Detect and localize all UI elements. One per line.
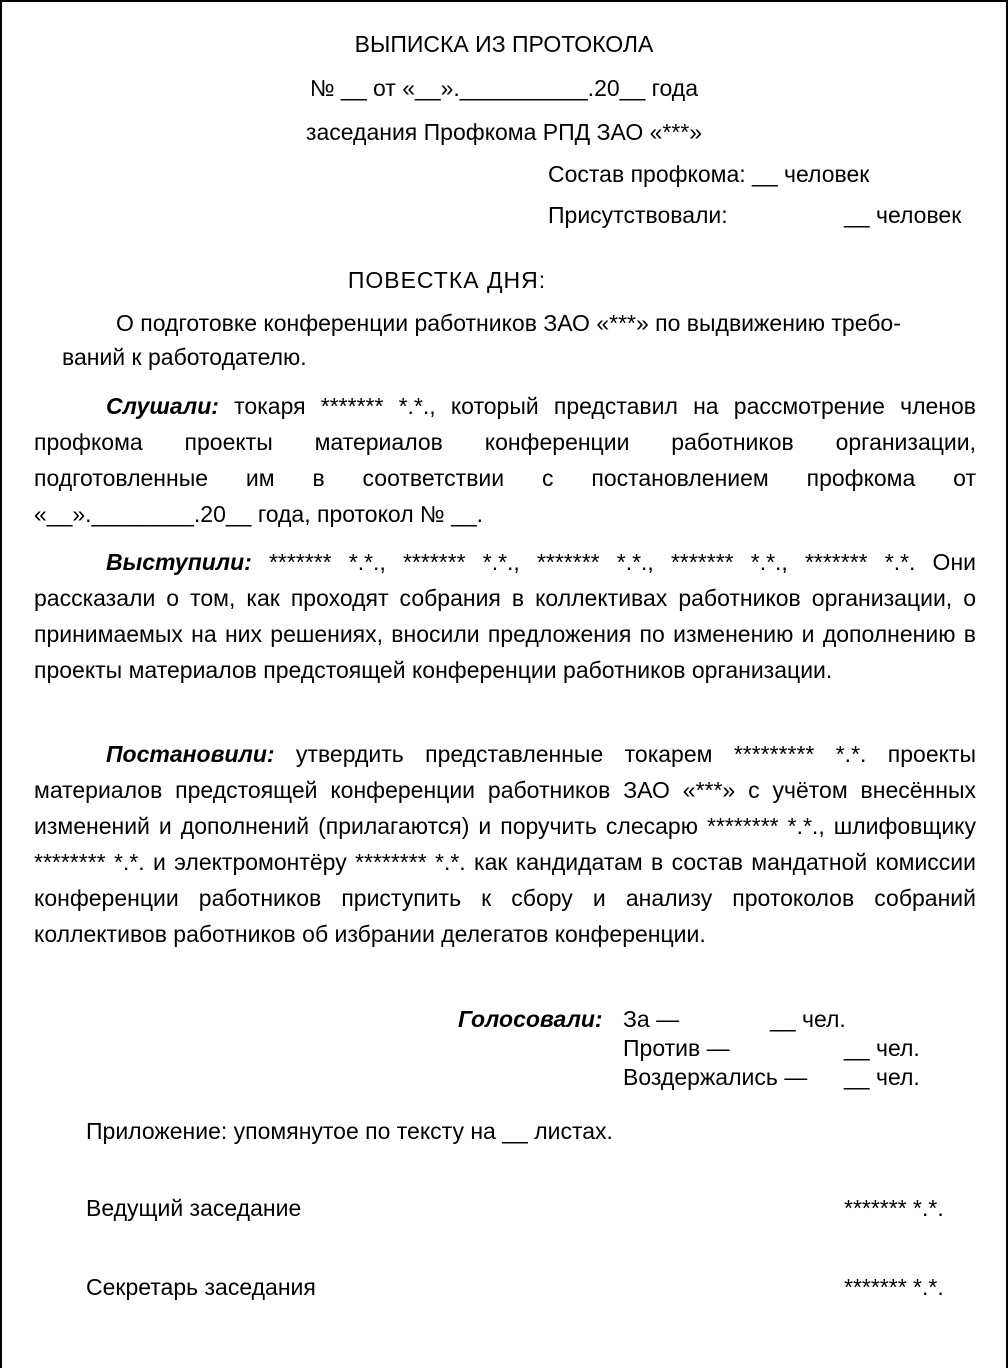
present-value: __ человек — [844, 202, 962, 228]
chair-label: Ведущий заседание — [86, 1195, 302, 1221]
protocol-number-line: № __ от «__».__________.20__ года — [309, 75, 699, 101]
heard-label: Слушали: — [106, 393, 219, 419]
agenda-heading: ПОВЕСТКА ДНЯ: — [347, 267, 547, 293]
secretary-name: ******* *.*. — [844, 1274, 944, 1300]
heard-text: токаря ******* *.*., который представил на рассмотрение членов профкома проекты материалов конференции работников организации, подготовленные им в соответствии с постановлением профкома от «__».________.20__ года, протокол № __. — [34, 393, 977, 527]
session-line: заседания Профкома РПД ЗАО «***» — [305, 119, 703, 145]
spoke-paragraph — [34, 544, 976, 688]
heard-paragraph — [34, 388, 976, 532]
resolved-text: утвердить представленные токарем ********* *.*. проекты материалов предстоящей конференции работников ЗАО «***» с учётом внесённых изменений и дополнений (прилагаются) и поручить слесарю ******** *.*., шлифовщику ******** *.*. и электромонтёру ******** *.*. как кандидатам в состав мандатной комиссии конференции работников приступить к сбору и анализу протоколов собраний коллективов работников об избрании делегатов конференции. — [34, 741, 976, 947]
voting-against-value: __ чел. — [844, 1035, 920, 1061]
chair-name: ******* *.*. — [844, 1195, 944, 1221]
agenda-item-line2: ваний к работодателю. — [62, 344, 307, 370]
spoke-text: ******* *.*., ******* *.*., ******* *.*., ******* *.*., ******* *.*. Они рассказали о том, как проходят собрания в коллективах работников организации, о принимаемых на них решениях, вносили предложения по изменению и дополнению в проекты материалов предстоящей конференции работников организации. — [34, 549, 976, 683]
voting-abstain-label: Воздержались — — [623, 1064, 808, 1090]
secretary-label: Секретарь заседания — [86, 1274, 316, 1300]
staff-count: Состав профкома: __ человек — [548, 161, 870, 187]
voting-for-value: __ чел. — [770, 1006, 846, 1032]
agenda-item-line1: О подготовке конференции работников ЗАО «***» по выдвижению требо- — [116, 310, 901, 336]
attachment-note: Приложение: упомянутое по тексту на __ листах. — [86, 1118, 613, 1144]
voting-label: Голосовали: — [458, 1006, 603, 1032]
resolved-paragraph — [34, 736, 976, 952]
spoke-label: Выступили: — [106, 549, 252, 575]
present-label: Присутствовали: — [548, 202, 728, 228]
voting-against-label: Против — — [623, 1035, 730, 1061]
voting-abstain-value: __ чел. — [844, 1064, 920, 1090]
resolved-label: Постановили: — [106, 741, 275, 767]
document-title: ВЫПИСКА ИЗ ПРОТОКОЛА — [354, 31, 654, 57]
voting-for-label: За — — [623, 1006, 680, 1032]
